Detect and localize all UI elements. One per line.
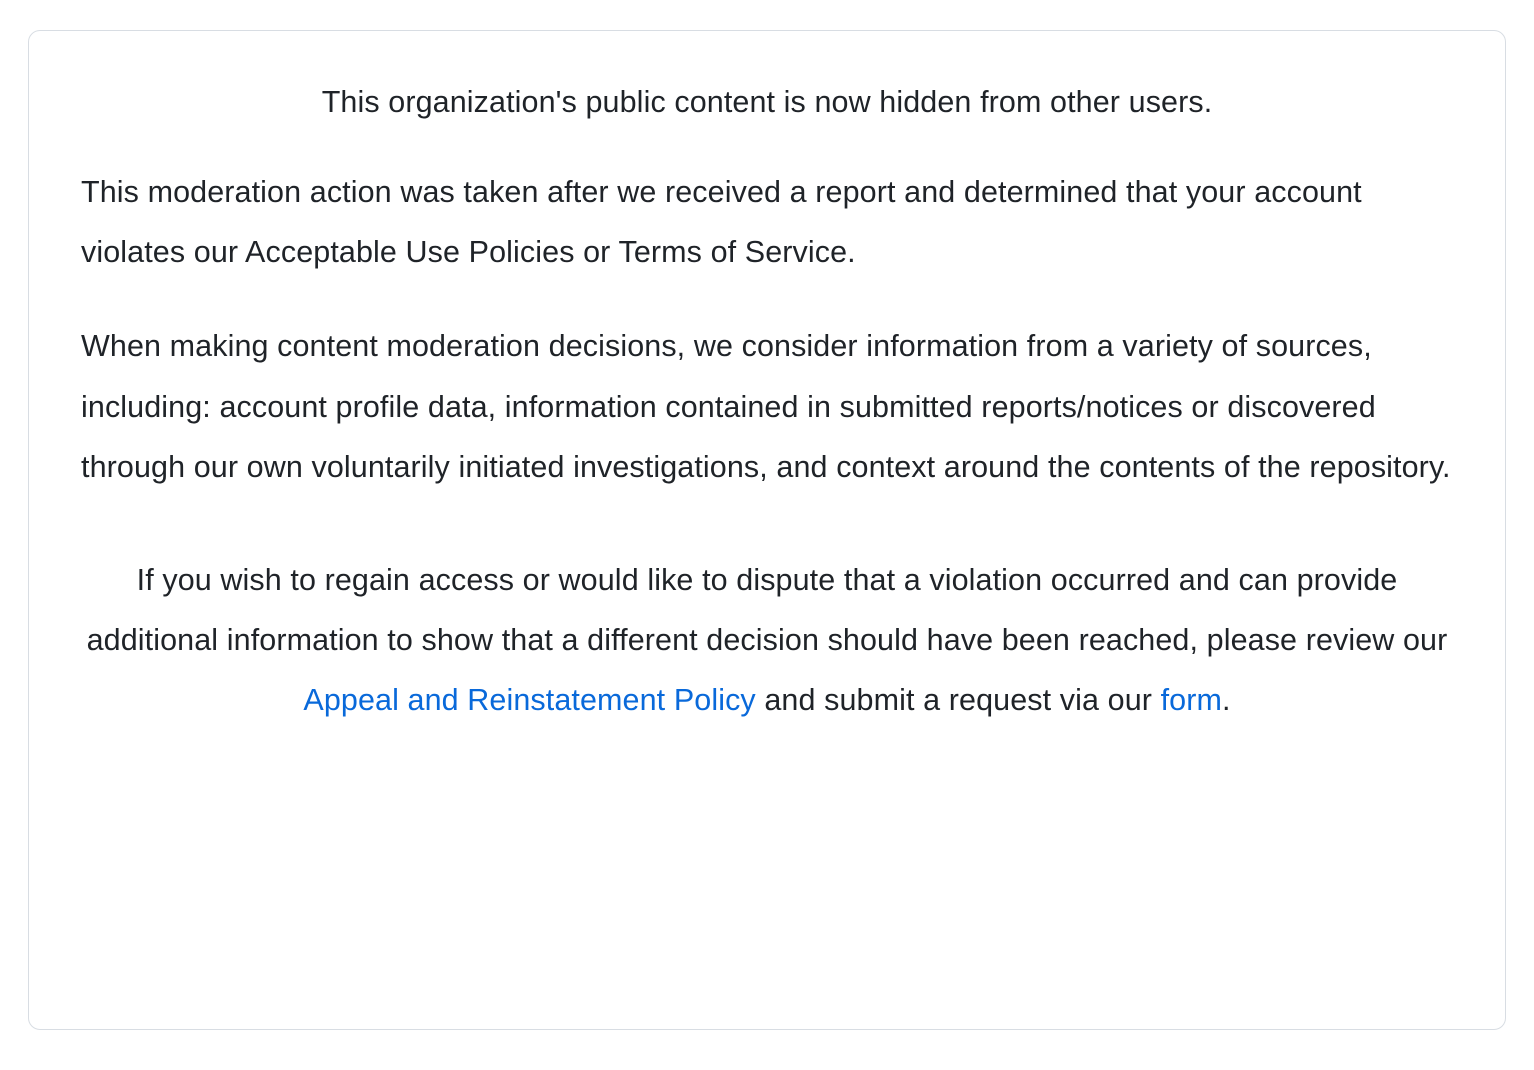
notice-sources-paragraph: When making content moderation decisions, we consider information from a variety of sources, including: account profile data, information contained in submitted reports/notices or discovered through our own voluntarily initiated investigations, and context around the contents of the repository. <box>81 329 1451 485</box>
appeal-and-reinstatement-policy-link[interactable]: Appeal and Reinstatement Policy <box>303 683 756 718</box>
appeal-text-suffix: . <box>1222 683 1231 718</box>
notice-headline: This organization's public content is now hidden from other users. <box>321 85 1213 119</box>
notice-moderation-action-paragraph: This moderation action was taken after we received a report and determined that your account violates our Acceptable Use Policies or Terms of Service. <box>81 174 1362 270</box>
moderation-notice-card <box>28 30 1506 1030</box>
appeal-text-prefix: If you wish to regain access or would like to dispute that a violation occurred and can provide additional information to show that a different decision should have been reached, please review our <box>86 562 1448 657</box>
notice-appeal-paragraph <box>81 550 1453 731</box>
appeal-text-middle: and submit a request via our <box>755 683 1161 718</box>
request-form-link[interactable]: form <box>1160 683 1223 718</box>
